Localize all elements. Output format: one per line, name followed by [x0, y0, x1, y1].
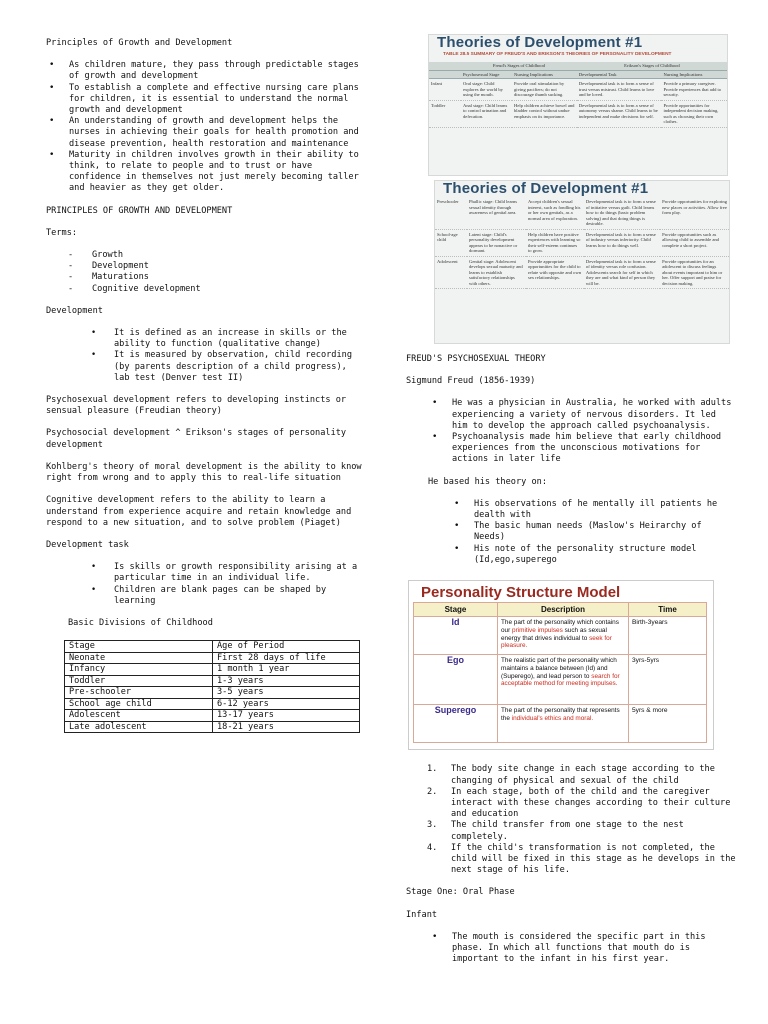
list-item: • To establish a complete and effective nursing care plans for children, it is essential to understand the normal growth and development — [69, 83, 364, 117]
list-item: • An understanding of growth and development helps the nurses in achieving their goals for health promotion and disease prevention, health restoration and maintenance — [69, 116, 364, 150]
table-cell: Id — [414, 617, 498, 655]
table-row — [435, 256, 729, 289]
principles-heading-caps: PRINCIPLES OF GROWTH AND DEVELOPMENT — [46, 205, 233, 216]
table-cell: 3yrs-5yrs — [629, 655, 707, 705]
freud-list — [406, 398, 736, 465]
list-item: • His observations of he mentally ill patients he dealth with — [474, 499, 736, 521]
table-cell: Latent stage: Child's personality development appears to be nonactive or dormant. — [467, 229, 526, 256]
table-cell: Accept children's sexual interest, such as fondling his or her own genitals, as a normal area of exploration. — [526, 197, 584, 229]
table-cell: Developmental task is to form a sense of trust versus mistrust. Child learns to love and be loved. — [577, 79, 662, 101]
table-cell: Stage — [65, 641, 213, 653]
personality-structure-table — [413, 602, 707, 743]
table-header: Nursing Implications — [661, 70, 727, 79]
description-highlight: seek for pleasure. — [501, 634, 612, 650]
list-number: 3. — [427, 820, 438, 831]
table-cell: Ego — [414, 655, 498, 705]
table-row — [65, 721, 360, 733]
table-row — [65, 687, 360, 699]
list-item: • Is skills or growth responsibility arising at a particular time in an individual life. — [114, 562, 364, 584]
table-cell: Pre-schooler — [65, 687, 213, 699]
table-row — [414, 617, 707, 655]
table-row — [429, 62, 727, 70]
table-header: Psychosexual Stage — [461, 70, 512, 79]
list-number: 2. — [427, 786, 438, 797]
table-cell: Provide opportunities for an adolescent to discuss feelings about events important to him or her. Offer support and praise for decision making. — [660, 256, 729, 289]
list-item: • The mouth is considered the specific part in this phase. In which all functions that mouth do is important to the infant in his first year. — [452, 932, 736, 966]
table-cell: 1-3 years — [213, 675, 360, 687]
list-item — [427, 764, 736, 786]
table-row — [65, 652, 360, 664]
development-list — [46, 328, 364, 384]
table-header — [429, 70, 461, 79]
table-cell — [498, 617, 629, 655]
table-header: Stage — [414, 603, 498, 617]
table-cell: 6-12 years — [213, 698, 360, 710]
theories-image-2 — [434, 180, 730, 344]
based-label: He based his theory on: — [428, 476, 547, 487]
table-cell: Developmental task is to form a sense of industry versus inferiority. Child learns how to do things well. — [584, 229, 660, 256]
description-text: The part of the personality that represents the — [501, 707, 620, 723]
table-row — [414, 655, 707, 705]
description-highlight: individual's ethics and moral. — [511, 715, 594, 723]
table-cell: Preschooler — [435, 197, 467, 229]
childhood-divisions-table — [64, 640, 360, 733]
table-cell: Provide appropriate opportunities for the child to relate with opposite and own sex relationships. — [526, 256, 584, 289]
theories-table-2 — [435, 197, 729, 289]
terms-list — [46, 250, 364, 295]
table-cell — [498, 705, 629, 743]
table-cell: Neonate — [65, 652, 213, 664]
table-cell: Superego — [414, 705, 498, 743]
table-cell: Anal stage: Child learns to control urination and defecation. — [461, 100, 512, 127]
table-cell: Provide a primary caregiver. Provide experiences that add to security. — [661, 79, 727, 101]
stage-one-heading: Stage One: Oral Phase — [406, 887, 515, 898]
table-cell: 1 month 1 year — [213, 664, 360, 676]
terms-label: Terms: — [46, 227, 78, 238]
table-cell: Provide opportunities such as allowing child to assemble and complete a short project. — [660, 229, 729, 256]
table-row — [435, 197, 729, 229]
list-text: The body site change in each stage according to the changing of physical and sexual of the child — [451, 764, 715, 786]
image-caption: TABLE 28.5 SUMMARY OF FREUD'S AND ERIKSON'S THEORIES OF PERSONALITY DEVELOPMENT — [443, 52, 672, 58]
list-item: • Children are blank pages can be shaped by learning — [114, 585, 364, 607]
list-item: - Maturations — [92, 272, 364, 283]
infant-list — [406, 932, 736, 966]
infant-label: Infant — [406, 909, 438, 920]
table-cell — [498, 655, 629, 705]
principles-list — [46, 60, 364, 194]
list-item: • It is defined as an increase in skills or the ability to function (qualitative change) — [114, 328, 364, 350]
table-cell: 5yrs & more — [629, 705, 707, 743]
description-highlight: search for acceptable method for meeting impulses. — [501, 672, 620, 688]
image-title: Personality Structure Model — [421, 584, 621, 602]
table-row — [65, 664, 360, 676]
list-item: • It is measured by observation, child recording (by parents description of a child progress), lab test (Denver test II) — [114, 350, 364, 384]
list-item: - Growth — [92, 250, 364, 261]
table-cell: 3-5 years — [213, 687, 360, 699]
table-cell: Developmental task is to form a sense of identity versus role confusion. Adolescents search for self in which they are and what kind of person they will be. — [584, 256, 660, 289]
stage-rules-list — [406, 764, 736, 876]
table-row — [414, 603, 707, 617]
table-row — [65, 641, 360, 653]
divisions-label: Basic Divisions of Childhood — [68, 617, 213, 628]
table-cell: Provide oral stimulation by giving pacifiers; do not discourage thumb sucking. — [512, 79, 577, 101]
list-text: The child transfer from one stage to the nest completely. — [451, 820, 684, 842]
table-cell: School age child — [65, 698, 213, 710]
table-row — [435, 229, 729, 256]
image-title: Theories of Development #1 — [437, 34, 643, 51]
list-text: If the child's transformation is not completed, the child will be fixed in this stage as he develops in the next stage of his life. — [451, 842, 736, 876]
table-header: Time — [629, 603, 707, 617]
list-item: - Development — [92, 261, 364, 272]
table-cell: Help children achieve bowel and bladder control without undue emphasis on its importance. — [512, 100, 577, 127]
table-header — [429, 62, 461, 70]
table-cell: Developmental task is to form a sense of initiative versus guilt. Child learns how to do things (basic problem solving) and that doing things is desirable. — [584, 197, 660, 229]
table-cell: Help children have positive experiences with learning so their self-esteem continues to grow. — [526, 229, 584, 256]
right-column — [406, 34, 736, 977]
list-text: In each stage, both of the child and the caregiver interact with these changes according to their culture and education — [451, 786, 731, 820]
list-item: - Cognitive development — [92, 284, 364, 295]
theories-image-1 — [428, 34, 728, 176]
kohlberg-paragraph: Kohlberg's theory of moral development is the ability to know right from wrong and to apply this to real-life situation — [46, 461, 362, 484]
table-cell: Infant — [429, 79, 461, 101]
description-text: such as sexual energy that drives individual to — [501, 627, 607, 642]
table-cell: Late adolescent — [65, 721, 213, 733]
table-cell: Adolescent — [65, 710, 213, 722]
based-list — [406, 499, 736, 566]
image-title: Theories of Development #1 — [443, 180, 649, 197]
table-cell: Provide opportunities for independent decision making, such as choosing their own clothes. — [661, 100, 727, 127]
psychosexual-paragraph: Psychosexual development refers to developing instincts or sensual pleasure (Freudian theory) — [46, 395, 347, 417]
left-column — [46, 38, 364, 733]
table-row — [414, 705, 707, 743]
table-row — [429, 79, 727, 101]
description-text: The realistic part of the personality which maintains a balance between (Id) and (Superego), and lead person to — [501, 657, 617, 680]
table-cell: Age of Period — [213, 641, 360, 653]
table-header: Nursing Implications — [512, 70, 577, 79]
cognitive-paragraph: Cognitive development refers to the ability to learn a understand from experience acquire and retain knowledge and respond to a new situation, and to solve problem (Piaget) — [46, 495, 352, 528]
table-header: Erikson's Stages of Childhood — [577, 62, 727, 70]
table-row — [429, 100, 727, 127]
personality-structure-image — [408, 580, 714, 750]
table-cell: 18-21 years — [213, 721, 360, 733]
table-row — [429, 70, 727, 79]
table-cell: Provide opportunities for exploring new places or activities. Allow free form play. — [660, 197, 729, 229]
freud-name: Sigmund Freud (1856-1939) — [406, 376, 536, 387]
table-cell: Genital stage: Adolescent develops sexual maturity and learns to establish satisfactory relationships with others. — [467, 256, 526, 289]
principles-heading: Principles of Growth and Development — [46, 38, 233, 48]
table-header: Freud's Stages of Childhood — [461, 62, 577, 70]
table-cell: Oral stage: Child explores the world by using the mouth. — [461, 79, 512, 101]
table-row — [65, 698, 360, 710]
table-header: Developmental Task — [577, 70, 662, 79]
table-cell: Adolescent — [435, 256, 467, 289]
table-cell: Developmental task is to form a sense of autonomy versus shame. Child learns to be independent and make decisions for self. — [577, 100, 662, 127]
table-cell: Phallic stage: Child learns sexual identity through awareness of genital area. — [467, 197, 526, 229]
table-cell: Toddler — [65, 675, 213, 687]
list-number: 1. — [427, 764, 438, 775]
list-item: • His note of the personality structure model (Id,ego,superego — [474, 544, 736, 566]
list-number: 4. — [427, 842, 438, 853]
task-list — [46, 562, 364, 607]
list-item — [427, 786, 736, 821]
table-cell: School-age child — [435, 229, 467, 256]
theories-table-1 — [429, 62, 727, 128]
task-label: Development task — [46, 539, 129, 550]
list-item: • As children mature, they pass through predictable stages of growth and development — [69, 60, 364, 82]
list-item: • The basic human needs (Maslow's Heirarchy of Needs) — [474, 521, 736, 543]
psychosocial-paragraph: Psychosocial development ^ Erikson's stages of personality development — [46, 428, 347, 450]
table-cell: Infancy — [65, 664, 213, 676]
list-item — [427, 820, 736, 842]
description-highlight: primitive impulses — [512, 627, 563, 635]
table-cell: First 28 days of life — [213, 652, 360, 664]
table-row — [65, 710, 360, 722]
description-text: The part of the personality which contains our — [501, 619, 619, 635]
table-cell: Toddler — [429, 100, 461, 127]
list-item — [427, 842, 736, 877]
freud-heading: FREUD'S PSYCHOSEXUAL THEORY — [406, 354, 546, 364]
table-cell: 13-17 years — [213, 710, 360, 722]
development-label: Development — [46, 305, 103, 316]
list-item: • Psychoanalysis made him believe that early childhood experiences from the unconscious motivations for actions in later life — [452, 432, 736, 466]
list-item: • He was a physician in Australia, he worked with adults experiencing a variety of nervous disorders. It led him to develop the approach called psychoanalysis. — [452, 398, 736, 432]
list-item: • Maturity in children involves growth in their ability to think, to relate to people and to trust or have confidence in themselves not just merely becoming taller and heavier as they get older. — [69, 150, 364, 195]
table-cell: Birth-3years — [629, 617, 707, 655]
table-row — [65, 675, 360, 687]
table-header: Description — [498, 603, 629, 617]
